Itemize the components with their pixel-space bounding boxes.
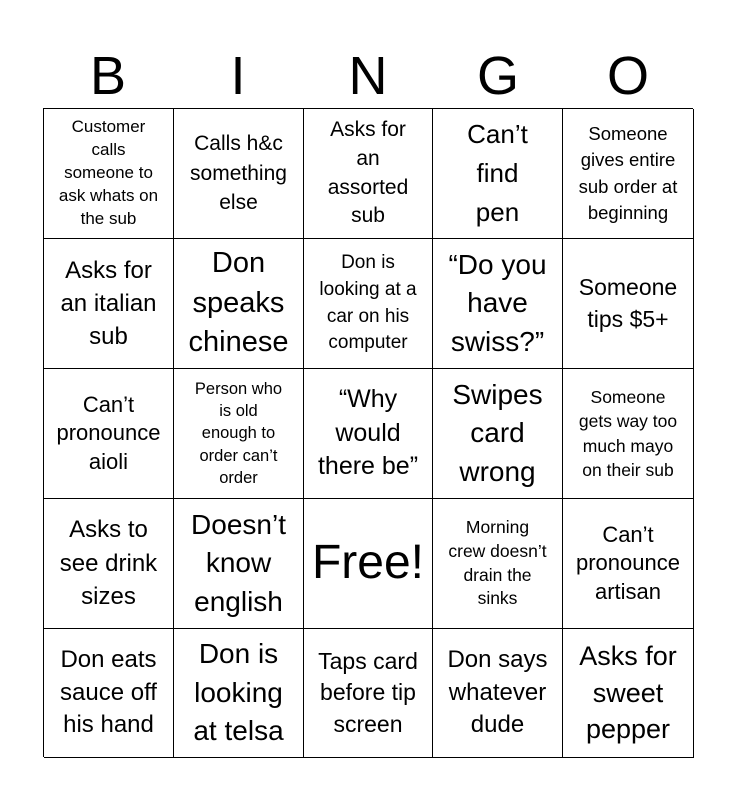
bingo-cell[interactable]: [44, 109, 174, 239]
cell-text: “Do you have swiss?”: [448, 249, 547, 357]
bingo-cell[interactable]: [433, 369, 563, 499]
cell-text: Don is looking at telsa: [193, 638, 284, 747]
cell-text: Don eats sauce off his hand: [60, 646, 157, 739]
bingo-cell[interactable]: [433, 629, 563, 758]
bingo-cell[interactable]: [304, 109, 433, 239]
cell-text: Don speaks chinese: [188, 247, 289, 359]
cell-text: Customer calls someone to ask whats on the sub: [58, 117, 159, 228]
cell-text: Asks for an assorted sub: [327, 117, 409, 228]
bingo-cell[interactable]: [433, 109, 563, 239]
bingo-cell[interactable]: [304, 369, 433, 499]
cell-text: “Why would there be”: [317, 384, 419, 481]
bingo-cell[interactable]: [44, 629, 174, 758]
cell-text: Someone tips $5+: [578, 274, 678, 332]
cell-text: Asks for sweet pepper: [579, 640, 677, 745]
cell-text: Person who is old enough to order can’t order: [194, 379, 283, 487]
cell-text: Can’t pronounce aioli: [56, 391, 161, 474]
cell-text: Don says whatever dude: [447, 646, 548, 739]
bingo-cell[interactable]: [563, 239, 694, 369]
cell-text: Taps card before tip screen: [318, 648, 418, 737]
bingo-cell[interactable]: [174, 629, 304, 758]
bingo-cell[interactable]: [44, 239, 174, 369]
bingo-cell[interactable]: [174, 369, 304, 499]
bingo-cell[interactable]: [174, 499, 304, 629]
cell-text: Calls h&c something else: [190, 131, 287, 215]
header-letter-n: N: [348, 46, 388, 106]
bingo-cell[interactable]: [174, 239, 304, 369]
cell-text: Someone gives entire sub order at beginning: [578, 122, 678, 223]
header-letter-g: G: [476, 46, 519, 106]
bingo-cell[interactable]: [304, 239, 433, 369]
bingo-cell[interactable]: [174, 109, 304, 239]
bingo-cell[interactable]: [563, 369, 694, 499]
bingo-cell[interactable]: [563, 629, 694, 758]
bingo-cell[interactable]: [433, 239, 563, 369]
cell-text: Can’t pronounce artisan: [576, 521, 680, 604]
header-letter-i: I: [230, 46, 246, 106]
bingo-cell[interactable]: [44, 369, 174, 499]
cell-text: Morning crew doesn’t drain the sinks: [448, 517, 547, 609]
bingo-cell[interactable]: [433, 499, 563, 629]
bingo-header: [43, 44, 693, 108]
cell-text: Asks for an italian sub: [60, 256, 157, 351]
header-letter-b: B: [89, 46, 127, 106]
header-letter-o: O: [606, 46, 649, 106]
cell-text: Can’t find pen: [467, 119, 528, 227]
cell-text: Someone gets way too much mayo on their sub: [578, 387, 678, 480]
bingo-cell[interactable]: [563, 499, 694, 629]
bingo-cell[interactable]: [563, 109, 694, 239]
cell-text: Asks to see drink sizes: [59, 516, 158, 611]
cell-text: Don is looking at a car on his computer: [319, 252, 417, 354]
cell-text: Doesn’t know english: [191, 508, 286, 617]
bingo-cell[interactable]: [304, 629, 433, 758]
cell-text: Swipes card wrong: [452, 378, 543, 487]
bingo-cell[interactable]: [44, 499, 174, 629]
bingo-board: [43, 108, 693, 757]
bingo-free-space[interactable]: [304, 499, 433, 629]
free-space-text: Free!: [311, 536, 425, 590]
